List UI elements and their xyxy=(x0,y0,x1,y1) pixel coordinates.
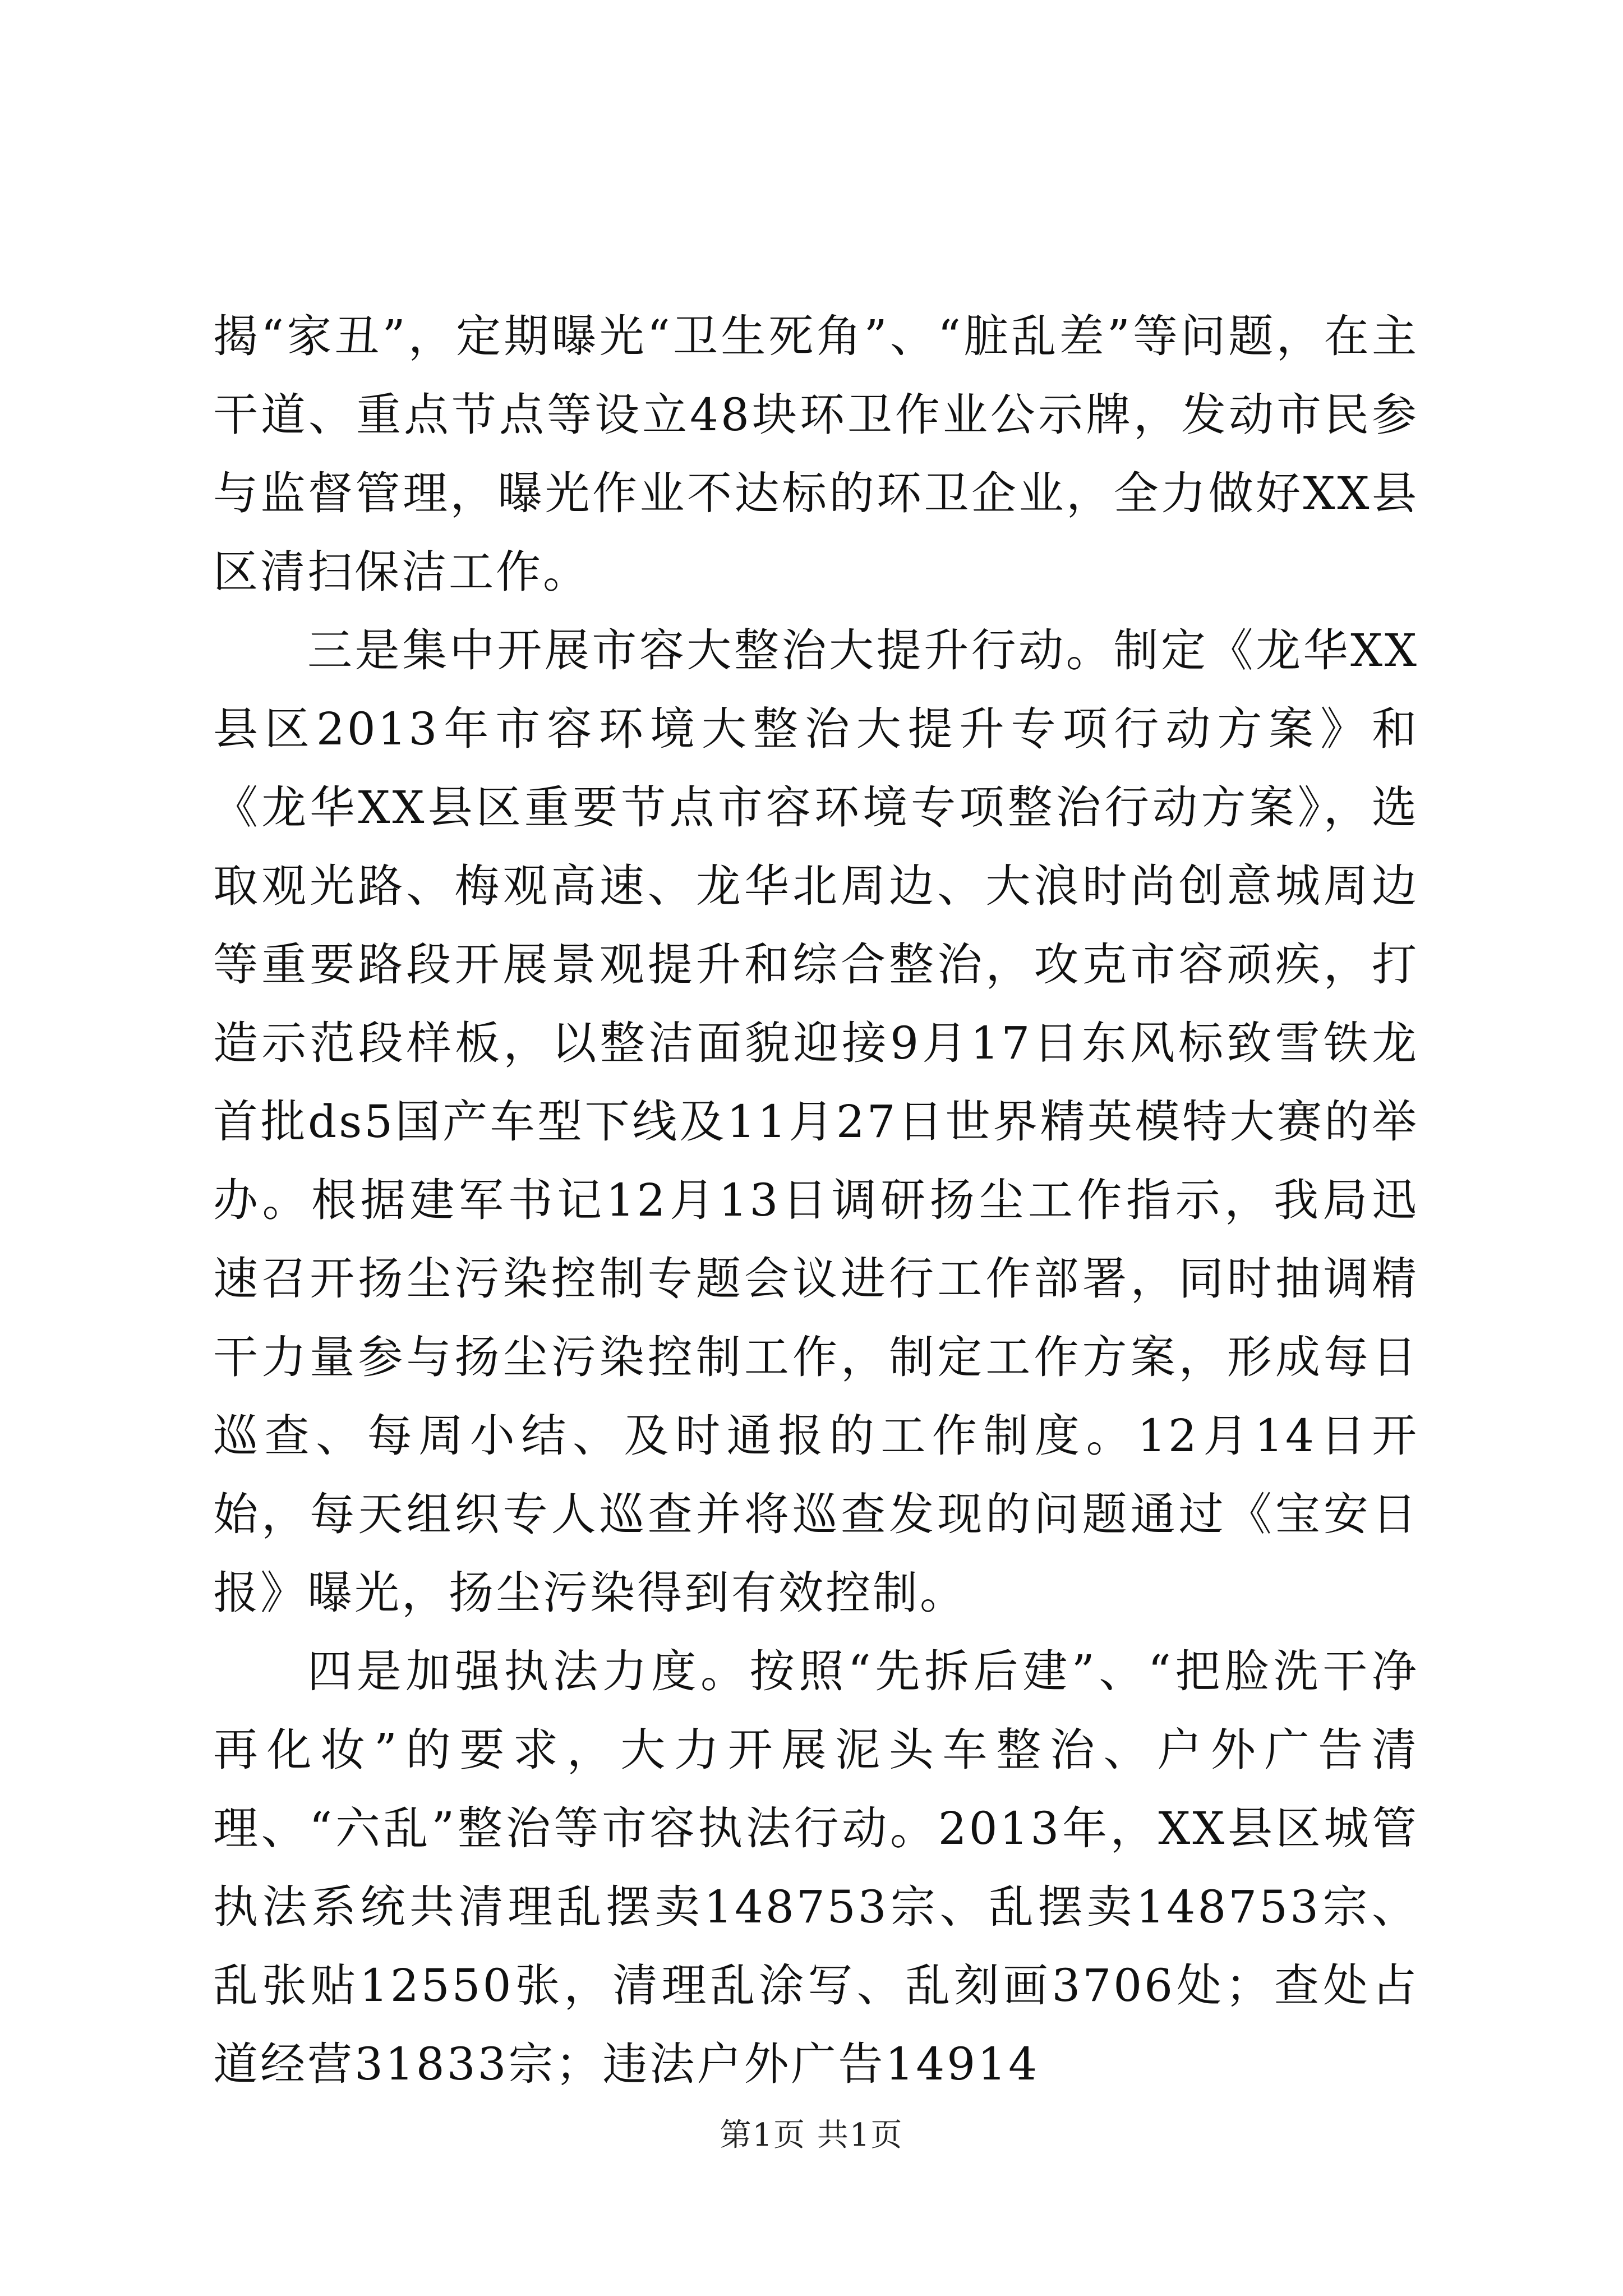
paragraph-section-four: 四是加强执法力度。按照“先拆后建”、“把脸洗干净再化妆”的要求，大力开展泥头车整治、户外广告清理、“六乱”整治等市容执法行动。2013年，XX县区城管执法系统共清理乱摆卖148753宗、乱摆卖148753宗、乱张贴12550张，清理乱涂写、乱刻画3706处；查处占道经营31833宗；违法户外广告14914 xyxy=(213,1645,1419,2090)
paragraph-continuation: 揭“家丑”，定期曝光“卫生死角”、“脏乱差”等问题，在主干道、重点节点等设立48块环卫作业公示牌，发动市民参与监督管理，曝光作业不达标的环卫企业，全力做好XX县区清扫保洁工作。 xyxy=(213,310,1419,598)
document-body xyxy=(213,297,1419,2104)
paragraph-section-three: 三是集中开展市容大整治大提升行动。制定《龙华XX县区2013年市容环境大整治大提升专项行动方案》和《龙华XX县区重要节点市容环境专项整治行动方案》，选取观光路、梅观高速、龙华北周边、大浪时尚创意城周边等重要路段开展景观提升和综合整治，攻克市容顽疾，打造示范段样板，以整洁面貌迎接9月17日东风标致雪铁龙首批ds5国产车型下线及11月27日世界精英模特大赛的举办。根据建军书记12月13日调研扬尘工作指示，我局迅速召开扬尘污染控制专题会议进行工作部署，同时抽调精干力量参与扬尘污染控制工作，制定工作方案，形成每日巡查、每周小结、及时通报的工作制度。12月14日开始，每天组织专人巡查并将巡查发现的问题通过《宝安日报》曝光，扬尘污染得到有效控制。 xyxy=(213,624,1419,1619)
page-footer: 第1页 共1页 xyxy=(720,2117,903,2154)
